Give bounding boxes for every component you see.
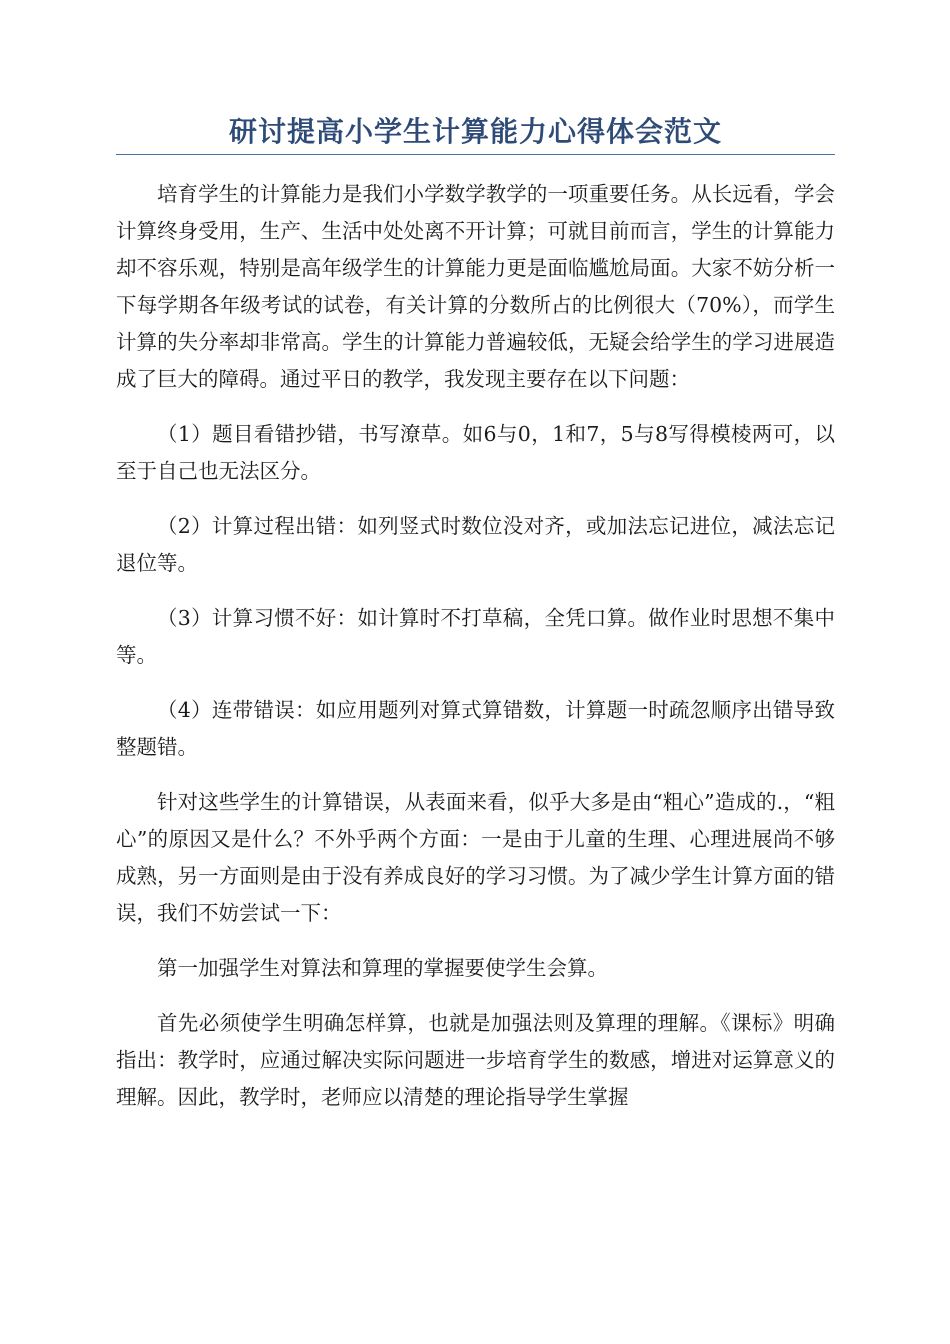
paragraph-problem-1: （1）题目看错抄错，书写潦草。如6与0，1和7，5与8写得模棱两可，以至于自己也无法区分。 <box>116 422 835 483</box>
paragraph-problem-3: （3）计算习惯不好：如计算时不打草稿，全凭口算。做作业时思想不集中等。 <box>116 606 835 667</box>
paragraph-problem-4: （4）连带错误：如应用题列对算式算错数，计算题一时疏忽顺序出错导致整题错。 <box>116 698 835 759</box>
paragraph-analysis: 针对这些学生的计算错误，从表面来看，似乎大多是由“粗心”造成的.，“粗心”的原因又是什么？不外乎两个方面：一是由于儿童的生理、心理进展尚不够成熟，另一方面则是由于没有养成良好的学习习惯。为了减少学生计算方面的错误，我们不妨尝试一下： <box>116 790 835 925</box>
document-body <box>116 176 835 1134</box>
title-underline <box>116 154 835 155</box>
paragraph-intro: 培育学生的计算能力是我们小学数学教学的一项重要任务。从长远看，学会计算终身受用，生产、生活中处处离不开计算；可就目前而言，学生的计算能力却不容乐观，特别是高年级学生的计算能力更是面临尴尬局面。大家不妨分析一下每学期各年级考试的试卷，有关计算的分数所占的比例很大（70%），而学生计算的失分率却非常高。学生的计算能力普遍较低，无疑会给学生的学习进展造成了巨大的障碍。通过平日的教学，我发现主要存在以下问题： <box>116 182 835 391</box>
paragraph-problem-2: （2）计算过程出错：如列竖式时数位没对齐，或加法忘记进位，减法忘记退位等。 <box>116 514 835 575</box>
paragraph-section-heading: 第一加强学生对算法和算理的掌握要使学生会算。 <box>157 956 608 980</box>
paragraph-method: 首先必须使学生明确怎样算，也就是加强法则及算理的理解。《课标》明确指出：教学时，应通过解决实际问题进一步培育学生的数感，增进对运算意义的理解。因此，教学时，老师应以清楚的理论指导学生掌握 <box>116 1011 835 1109</box>
document-title: 研讨提高小学生计算能力心得体会范文 <box>228 115 722 148</box>
